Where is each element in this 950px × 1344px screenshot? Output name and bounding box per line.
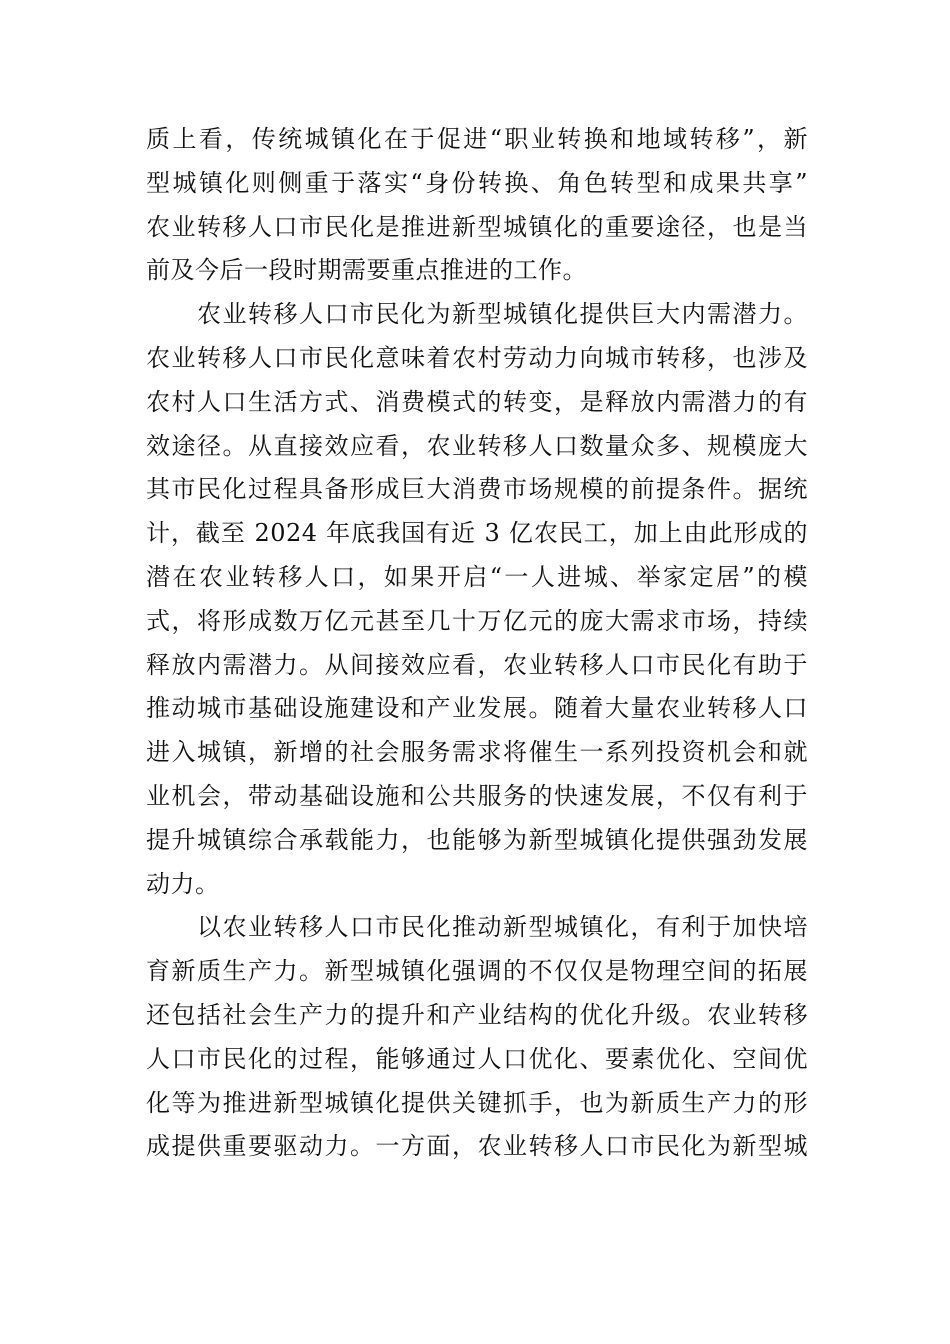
- text-line: 还包括社会生产力的提升和产业结构的优化升级。农业转移: [146, 1000, 808, 1029]
- text-line: 化等为推进新型城镇化提供关键抓手，也为新质生产力的形: [146, 1088, 808, 1117]
- text-line: 育新质生产力。新型城镇化强调的不仅仅是物理空间的拓展: [146, 957, 808, 986]
- text-line: 进入城镇，新增的社会服务需求将催生一系列投资机会和就: [146, 738, 808, 767]
- text-line: 提升城镇综合承载能力，也能够为新型城镇化提供强劲发展: [146, 825, 808, 854]
- text-line: 质上看，传统城镇化在于促进“职业转换和地域转移”，新: [146, 125, 808, 153]
- text-line: 成提供重要驱动力。一方面，农业转移人口市民化为新型城: [146, 1132, 808, 1161]
- text-line: 农业转移人口市民化为新型城镇化提供巨大内需潜力。: [146, 300, 808, 329]
- text-line: 型城镇化则侧重于落实“身份转换、角色转型和成果共享”: [146, 168, 808, 197]
- document-page: [146, 118, 808, 1169]
- text-line: 前及今后一段时期需要重点推进的工作。: [146, 256, 587, 285]
- text-line: 释放内需潜力。从间接效应看，农业转移人口市民化有助于: [146, 650, 808, 679]
- text-line: 动力。: [146, 869, 220, 898]
- text-line: 农村人口生活方式、消费模式的转变，是释放内需潜力的有: [146, 387, 808, 416]
- text-line: 潜在农业转移人口，如果开启“一人进城、举家定居”的模: [146, 562, 808, 591]
- text-line: 农业转移人口市民化是推进新型城镇化的重要途径，也是当: [146, 212, 808, 241]
- text-line: 式，将形成数万亿元甚至几十万亿元的庞大需求市场，持续: [146, 606, 808, 635]
- text-line: 效途径。从直接效应看，农业转移人口数量众多、规模庞大: [146, 431, 808, 460]
- text-line: 农业转移人口市民化意味着农村劳动力向城市转移，也涉及: [146, 343, 808, 372]
- text-line: 计，截至 2024 年底我国有近 3 亿农民工，加上由此形成的: [146, 519, 808, 548]
- text-line: 人口市民化的过程，能够通过人口优化、要素优化、空间优: [146, 1044, 808, 1073]
- text-line: 以农业转移人口市民化推动新型城镇化，有利于加快培: [146, 913, 808, 942]
- text-line: 其市民化过程具备形成巨大消费市场规模的前提条件。据统: [146, 475, 808, 504]
- text-line: 推动城市基础设施建设和产业发展。随着大量农业转移人口: [146, 694, 808, 723]
- text-line: 业机会，带动基础设施和公共服务的快速发展，不仅有利于: [146, 781, 808, 810]
